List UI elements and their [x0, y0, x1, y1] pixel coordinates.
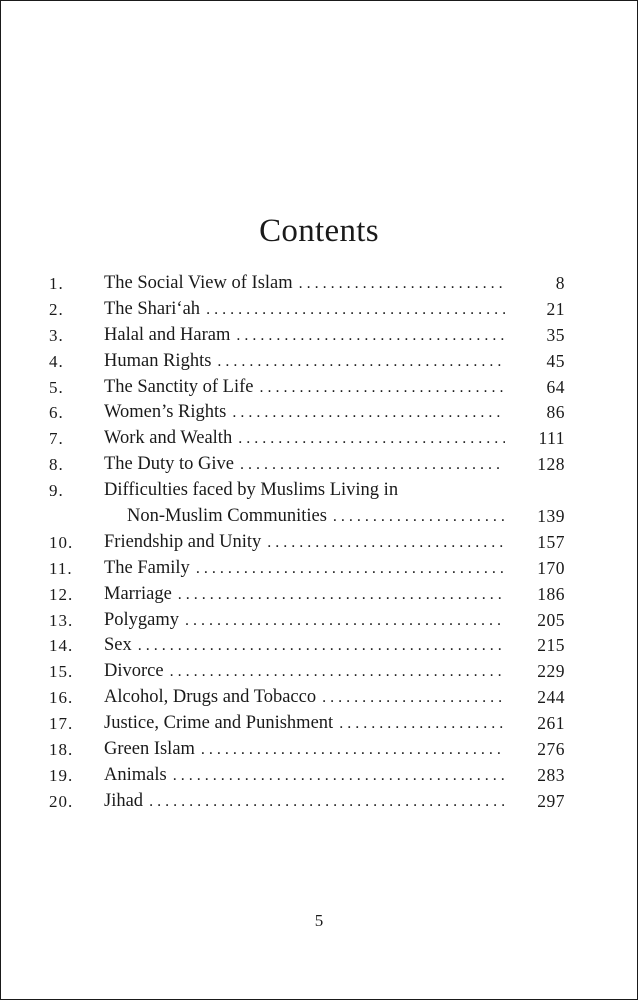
page-number: 35 — [546, 324, 565, 345]
page-number: 244 — [537, 687, 565, 708]
dot-leader — [138, 633, 505, 659]
dot-leader — [178, 582, 505, 608]
toc-entry — [49, 789, 565, 815]
chapter-number: 11. — [49, 558, 73, 578]
chapter-number: 3. — [49, 325, 64, 345]
toc-entry — [49, 556, 565, 582]
chapter-title: Halal and Haram — [104, 324, 231, 345]
chapter-title: Green Islam — [104, 739, 195, 760]
page-title: Contents — [259, 213, 379, 249]
chapter-title: Work and Wealth — [104, 428, 233, 449]
toc-entry — [49, 530, 565, 556]
chapter-number: 17. — [49, 714, 74, 734]
dot-leader — [333, 504, 505, 530]
chapter-title: Difficulties faced by Muslims Living in — [104, 480, 399, 501]
chapter-title: Human Rights — [104, 350, 212, 371]
chapter-number: 20. — [49, 791, 74, 811]
folio-page-number: 5 — [314, 911, 324, 930]
dot-leader — [322, 685, 505, 711]
chapter-number: 7. — [49, 429, 64, 449]
toc-entry — [49, 737, 565, 763]
page-number: 261 — [537, 713, 565, 734]
chapter-number: 19. — [49, 765, 74, 785]
toc-entry-continuation — [49, 504, 565, 530]
toc-entry — [49, 478, 565, 504]
chapter-number: 6. — [49, 403, 64, 423]
table-of-contents — [49, 271, 565, 815]
chapter-title: Justice, Crime and Punishment — [104, 713, 334, 734]
chapter-title: Women’s Rights — [104, 402, 227, 423]
chapter-title: Marriage — [104, 583, 172, 604]
chapter-title: The Duty to Give — [104, 454, 234, 475]
chapter-title: Alcohol, Drugs and Tobacco — [104, 687, 317, 708]
chapter-title: The Sanctity of Life — [104, 376, 254, 397]
toc-entry — [49, 685, 565, 711]
toc-entry — [49, 323, 565, 349]
dot-leader — [232, 400, 505, 426]
dot-leader — [201, 737, 505, 763]
dot-leader — [173, 763, 505, 789]
page-number: 283 — [537, 764, 565, 785]
chapter-title: Sex — [104, 635, 132, 656]
dot-leader — [240, 452, 505, 478]
chapter-title: Jihad — [104, 790, 144, 811]
dot-leader — [149, 789, 505, 815]
page-number: 21 — [546, 298, 565, 319]
chapter-number: 10. — [49, 532, 74, 552]
chapter-number: 13. — [49, 610, 74, 630]
page-number: 45 — [546, 350, 565, 371]
toc-entry — [49, 711, 565, 737]
page-number: 139 — [537, 506, 565, 527]
toc-entry — [49, 608, 565, 634]
toc-entry — [49, 375, 565, 401]
page-number: 186 — [537, 583, 565, 604]
dot-leader — [267, 530, 505, 556]
page-number: 86 — [546, 402, 565, 423]
chapter-number: 1. — [49, 274, 64, 293]
toc-entry — [49, 349, 565, 375]
chapter-title: The Family — [104, 557, 190, 578]
chapter-number: 9. — [49, 481, 64, 501]
page-number: 157 — [537, 531, 565, 552]
dot-leader — [339, 711, 505, 737]
chapter-number: 12. — [49, 584, 74, 604]
page-number: 64 — [546, 376, 565, 397]
page-number: 205 — [537, 609, 565, 630]
dot-leader — [299, 271, 505, 297]
chapter-title: The Shari‘ah — [104, 298, 201, 319]
toc-entry — [49, 271, 565, 297]
chapter-title: Polygamy — [104, 609, 180, 630]
dot-leader — [170, 659, 505, 685]
chapter-title: The Social View of Islam — [104, 273, 293, 293]
toc-entry — [49, 582, 565, 608]
chapter-title: Animals — [104, 764, 167, 785]
chapter-number: 4. — [49, 351, 64, 371]
dot-leader — [185, 608, 505, 634]
page-number: 128 — [537, 454, 565, 475]
page-number: 297 — [537, 790, 565, 811]
chapter-number: 5. — [49, 377, 64, 397]
chapter-number: 8. — [49, 455, 64, 475]
toc-entry — [49, 452, 565, 478]
dot-leader — [196, 556, 505, 582]
page-number: 170 — [537, 557, 565, 578]
dot-leader — [206, 297, 505, 323]
dot-leader — [236, 323, 505, 349]
chapter-number: 14. — [49, 636, 74, 656]
page-number: 215 — [537, 635, 565, 656]
toc-entry — [49, 763, 565, 789]
toc-entry — [49, 400, 565, 426]
dot-leader — [238, 426, 505, 452]
chapter-number: 15. — [49, 662, 74, 682]
chapter-number: 16. — [49, 688, 74, 708]
page-number: 229 — [537, 661, 565, 682]
page-number: 111 — [538, 428, 565, 449]
toc-entry — [49, 426, 565, 452]
toc-entry — [49, 659, 565, 685]
chapter-number: 18. — [49, 740, 74, 760]
toc-entry — [49, 633, 565, 659]
chapter-title: Friendship and Unity — [104, 531, 262, 552]
chapter-title: Divorce — [104, 661, 164, 682]
toc-entry — [49, 297, 565, 323]
dot-leader — [217, 349, 505, 375]
chapter-number: 2. — [49, 299, 64, 319]
page-number: 276 — [537, 739, 565, 760]
dot-leader — [260, 375, 506, 401]
chapter-title-continuation: Non-Muslim Communities — [127, 506, 327, 527]
page-number: 8 — [555, 273, 565, 293]
